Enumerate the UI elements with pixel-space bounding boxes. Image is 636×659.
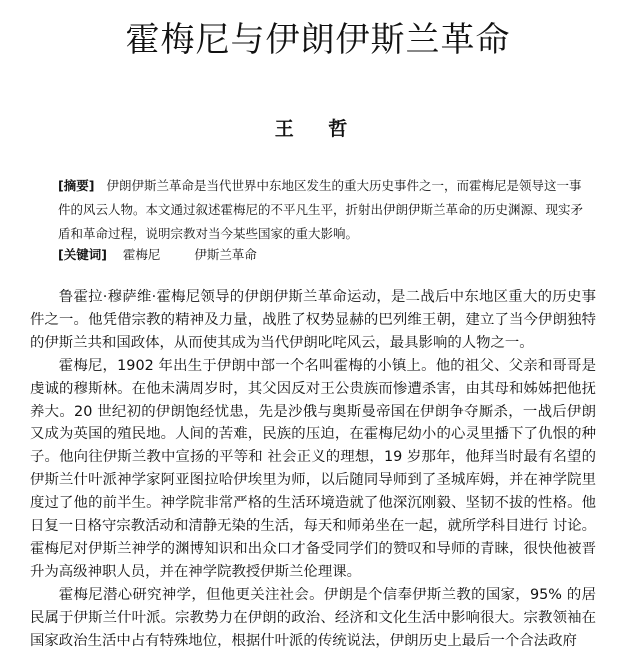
abstract bbox=[58, 174, 588, 246]
article-title: 霍梅尼与伊朗伊斯兰革命 bbox=[125, 20, 511, 60]
keyword-item: 伊斯兰革命 bbox=[194, 247, 257, 262]
keyword-item: 霍梅尼 bbox=[122, 247, 161, 262]
body-paragraph: 鲁霍拉·穆萨维·霍梅尼领导的伊朗伊斯兰革命运动，是二战后中东地区重大的历史事件之一。他凭借宗教的精神及力量，战胜了权势显赫的巴列维王朝，建立了当今伊朗独特的伊斯兰共和国政体，从而使其成为当代伊朗叱咤风云，最具影响的人物之一。 bbox=[30, 289, 596, 351]
keywords-label: [关键词] bbox=[58, 247, 107, 262]
body-paragraph: 霍梅尼潜心研究神学，但他更关注社会。伊朗是个信奉伊斯兰教的国家，95% 的居民属于伊斯兰什叶派。宗教势力在伊朗的政治、经济和文化生活中影响很大。宗教领袖在国家政治生活中占有特殊地位，根据什叶派的传统说法，伊朗历史上最后一个合法政府 bbox=[30, 586, 596, 649]
article-body bbox=[30, 286, 596, 653]
body-paragraph: 霍梅尼，1902 年出生于伊朗中部一个名叫霍梅的小镇上。他的祖父、父亲和哥哥是虔诚的穆斯林。在他未满周岁时，其父因反对王公贵族而惨遭杀害，由其母和姊姊把他抚养大。20 世纪初的伊朗饱经忧患，先是沙俄与奥斯曼帝国在伊朗争夺厮杀，一战后伊朗又成为英国的殖民地。人间的苦难，民族的压迫，在霍梅尼幼小的心灵里播下了仇恨的种子。他向往伊斯兰教中宣扬的平等和 社会正义的理想，19 岁那年，他拜当时最有名望的伊斯兰什叶派神学家阿亚图拉哈伊埃里为师，以后随同导师到了圣城库姆，并在神学院里度过了他的前半生。神学院非常严格的生活环境造就了他深沉刚毅、坚韧不拔的性格。他日复一日格守宗教活动和清静无染的生活，每天和师弟坐在一起，就所学科目进行 讨论。霍梅尼对伊斯兰神学的渊博知识和出众口才备受同学们的赞叹和导师的青睐，很快他被晋升为高级神职人员，并在神学院教授伊斯兰伦理课。 bbox=[30, 357, 596, 580]
abstract-text: 伊朗伊斯兰革命是当代世界中东地区发生的重大历史事件之一，而霍梅尼是领导这一事件的风云人物。本文通过叙述霍梅尼的不平凡生平，折射出伊朗伊斯兰革命的历史渊源、现实矛盾和革命过程，说明宗教对当今某些国家的重大影响。 bbox=[58, 178, 584, 241]
abstract-label: [摘要] bbox=[58, 178, 95, 193]
keywords bbox=[58, 245, 588, 265]
article-author: 王 哲 bbox=[274, 118, 362, 140]
